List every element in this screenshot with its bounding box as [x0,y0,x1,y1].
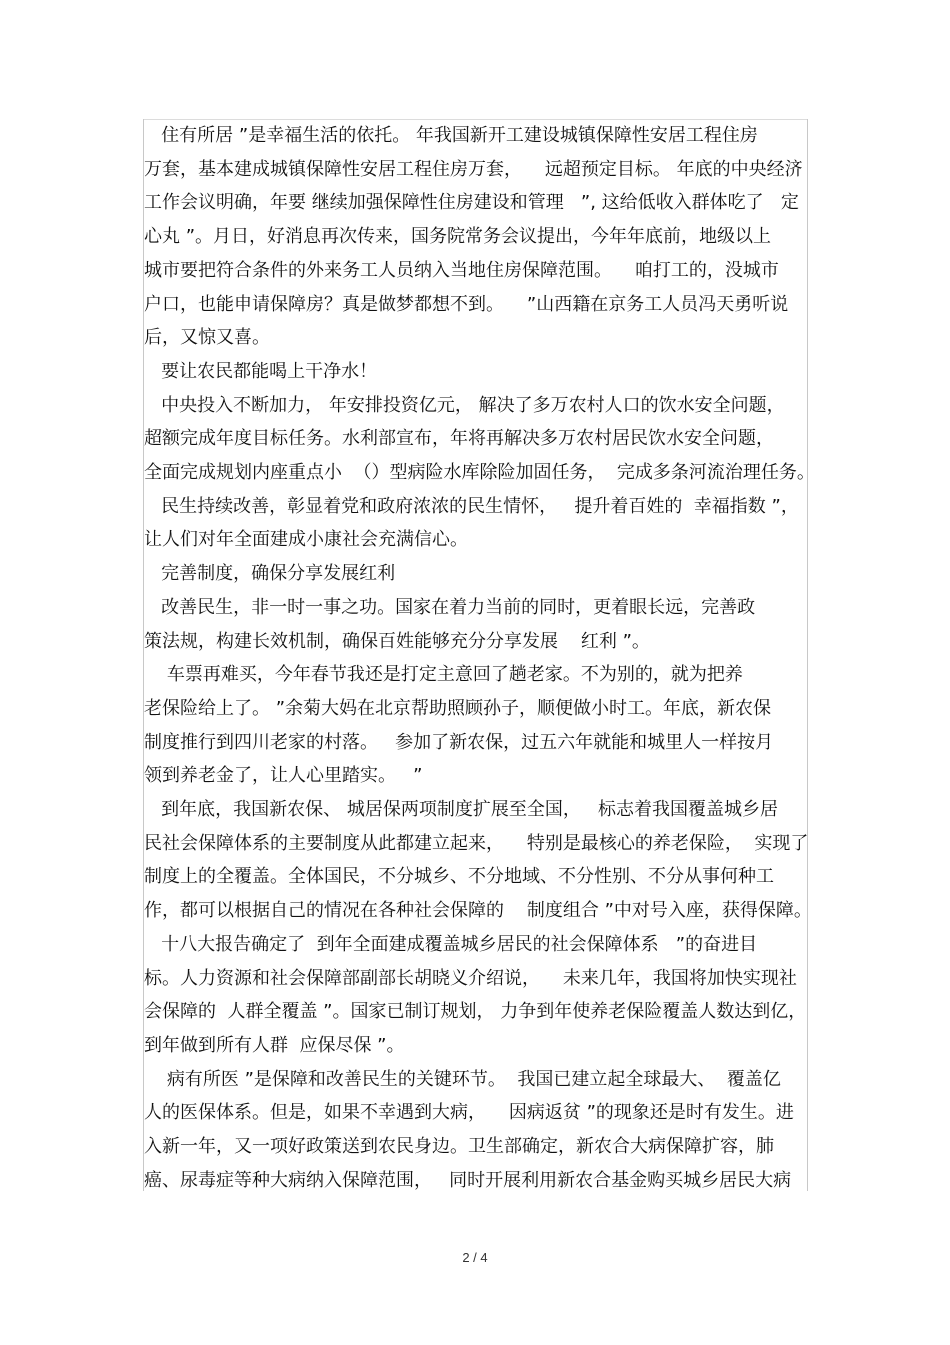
text-line: 病有所医 ”是保障和改善民生的关键环节。 我国已建立起全球最大、 覆盖亿 [144,1068,781,1090]
text-line: 城市要把符合条件的外来务工人员纳入当地住房保障范围。 咱打工的，没城市 [144,259,779,281]
text-line: 到年底，我国新农保、 城居保两项制度扩展至全国， 标志着我国覆盖城乡居 [144,799,779,820]
text-line: 制度上的全覆盖。全体国民，不分城乡、不分地域、不分性别、不分从事何种工 [144,866,774,888]
text-line: 标。人力资源和社会保障部副部长胡晓义介绍说， 未来几年，我国将加快实现社 [144,967,797,989]
text-line: 十八大报告确定了 到年全面建成覆盖城乡居民的社会保障体系 ”的奋进目 [144,933,758,955]
text-line: 癌、尿毒症等种大病纳入保障范围， 同时开展利用新农合基金购买城乡居民大病 [144,1169,792,1191]
text-line: 全面完成规划内座重点小 （）型病险水库除险加固任务， 完成多条河流治理任务。 [144,462,815,483]
text-line: 民社会保障体系的主要制度从此都建立起来， 特别是最核心的养老保险， 实现了 [144,832,809,854]
text-line: 会保障的 人群全覆盖 ”。国家已制订规划， 力争到年使养老保险覆盖人数达到亿， [144,1001,807,1023]
text-line: 作，都可以根据自己的情况在各种社会保障的 制度组合 ”中对号入座，获得保障。 [144,900,812,922]
text-line: 完善制度，确保分享发展红利 [144,563,396,585]
text-line: 改善民生，非一时一事之功。国家在着力当前的同时，更着眼长远，完善政 [144,596,756,618]
text-line: 超额完成年度目标任务。水利部宣布，年将再解决多万农村居民饮水安全问题， [144,428,774,450]
text-line: 民生持续改善，彰显着党和政府浓浓的民生情怀， 提升着百姓的 幸福指数 ”， [144,495,799,517]
text-line: 策法规，构建长效机制，确保百姓能够充分分享发展 红利 ”。 [144,630,650,652]
text-line: 车票再难买，今年春节我还是打定主意回了趟老家。不为别的，就为把养 [144,664,743,686]
text-line: 万套，基本建成城镇保障性安居工程住房万套， 远超预定目标。 年底的中央经济 [144,158,803,180]
text-line: 心丸 ”。月日，好消息再次传来，国务院常务会议提出，今年年底前，地级以上 [144,226,772,248]
text-line: 工作会议明确，年要 继续加强保障性住房建设和管理 ”, 这给低收入群体吃了 定 [144,192,799,214]
text-line: 中央投入不断加力， 年安排投资亿元， 解决了多万农村人口的饮水安全问题， [144,394,785,416]
text-line: 后，又惊又喜。 [144,327,270,349]
text-line: 住有所居 ”是幸福生活的依托。 年我国新开工建设城镇保障性安居工程住房 [144,125,758,146]
text-line: 户口，也能申请保障房？真是做梦都想不到。 ”山西籍在京务工人员冯天勇听说 [144,293,789,315]
text-line: 入新一年，又一项好政策送到农民身边。卫生部确定，新农合大病保障扩容，肺 [144,1136,774,1157]
text-line: 要让农民都能喝上干净水！ [144,360,378,382]
text-line: 让人们对年全面建成小康社会充满信心。 [144,529,468,551]
text-line: 到年做到所有人群 应保尽保 ”。 [144,1034,405,1056]
text-line: 领到养老金了，让人心里踏实。 ” [144,765,423,787]
text-line: 老保险给上了。 ”余菊大妈在北京帮助照顾孙子，顺便做小时工。年底，新农保 [144,697,772,719]
text-line: 人的医保体系。但是，如果不幸遇到大病， 因病返贫 ”的现象还是时有发生。进 [144,1102,794,1124]
page-number: 2 / 4 [462,1250,488,1265]
text-line: 制度推行到四川老家的村落。 参加了新农保，过五六年就能和城里人一样按月 [144,731,774,753]
